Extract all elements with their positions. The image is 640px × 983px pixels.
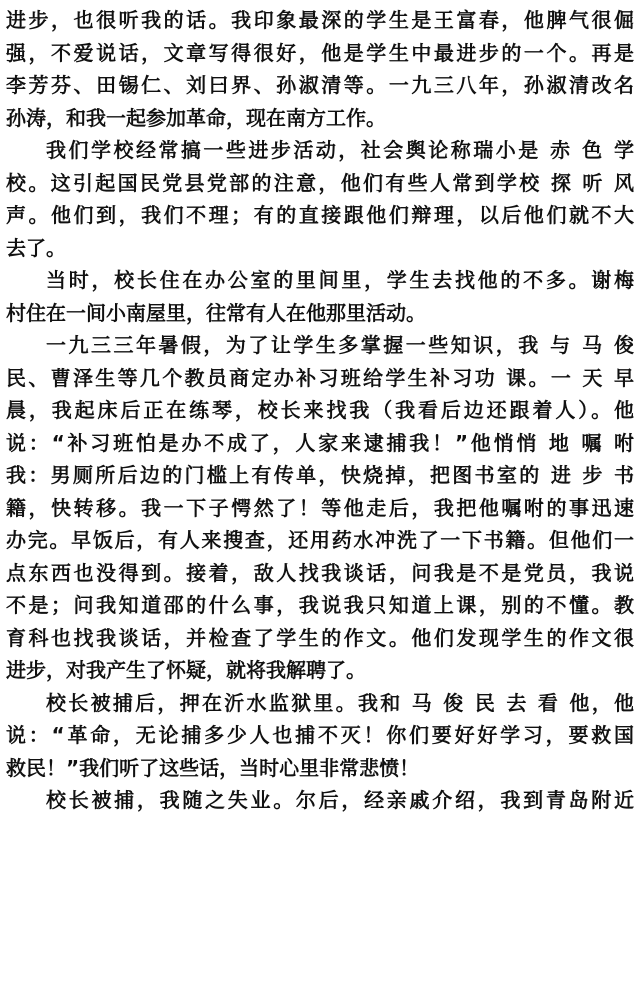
- text-line: 民、曹泽生等几个教员商定办补习班给学生补习功 课。一 天 早: [6, 365, 634, 390]
- text-line: 去了。: [6, 235, 66, 260]
- document-page: [6, 4, 634, 979]
- paragraph-5: [6, 687, 634, 785]
- text-line: 进步，对我产生了怀疑，就将我解聘了。: [6, 658, 366, 682]
- paragraph-2: [6, 134, 634, 264]
- text-line: 孙涛，和我一起参加革命，现在南方工作。: [6, 105, 386, 130]
- text-line: 我：男厕所后边的门槛上有传单，快烧掉，把图书室的 进 步 书: [6, 463, 634, 487]
- text-line: 校。这引起国民党县党部的注意，他们有些人常到学校 探 听 风: [6, 170, 634, 195]
- text-line: 声。他们到，我们不理；有的直接跟他们辩理，以后他们就不大: [6, 203, 634, 227]
- text-line: 一九三三年暑假，为了让学生多掌握一些知识，我 与 马 俊: [46, 333, 634, 357]
- text-line: 强，不爱说话，文章写得很好，他是学生中最进步的一个。再是: [6, 40, 634, 65]
- text-line: 进步，也很听我的话。我印象最深的学生是王富春，他脾气很倔: [6, 8, 634, 32]
- text-line: 村住在一间小南屋里，往常有人在他那里活动。: [6, 300, 426, 325]
- paragraph-3: [6, 264, 634, 329]
- paragraph-4: [6, 329, 634, 687]
- paragraph-1: [6, 4, 634, 134]
- text-line: 校长被捕，我随之失业。尔后，经亲戚介绍，我到青岛附近: [46, 788, 634, 812]
- text-line: 校长被捕后，押在沂水监狱里。我和 马 俊 民 去 看 他，他: [46, 690, 634, 715]
- text-line: 说：“补习班怕是办不成了，人家来逮捕我！”他悄悄 地 嘱 咐: [6, 430, 634, 455]
- text-line: 李芳芬、田锡仁、刘曰界、孙淑清等。一九三八年，孙淑清改名: [6, 73, 634, 97]
- text-line: 当时，校长住在办公室的里间里，学生去找他的不多。谢梅: [46, 268, 634, 292]
- text-line: 籍，快转移。我一下子愕然了！等他走后，我把他嘱咐的事迅速: [6, 495, 634, 520]
- text-line: 不是；问我知道邵的什么事，我说我只知道上课，别的不懂。教: [6, 593, 634, 617]
- text-line: 我们学校经常搞一些进步活动，社会舆论称瑞小是 赤 色 学: [46, 138, 634, 162]
- text-line: 办完。早饭后，有人来搜查，还用药水冲洗了一下书籍。但他们一: [6, 528, 634, 552]
- text-line: 说：“革命，无论捕多少人也捕不灭！你们要好好学习，要救国: [6, 723, 634, 747]
- text-line: 救民！”我们听了这些话，当时心里非常悲愤！: [6, 755, 420, 780]
- text-line: 点东西也没得到。接着，敌人找我谈话，问我是不是党员，我说: [6, 560, 634, 585]
- text-line: 晨，我起床后正在练琴，校长来找我（我看后边还跟着人）。他: [6, 398, 634, 422]
- text-line: 育科也找我谈话，并检查了学生的作文。他们发现学生的作文很: [6, 625, 634, 650]
- paragraph-6: [6, 784, 634, 817]
